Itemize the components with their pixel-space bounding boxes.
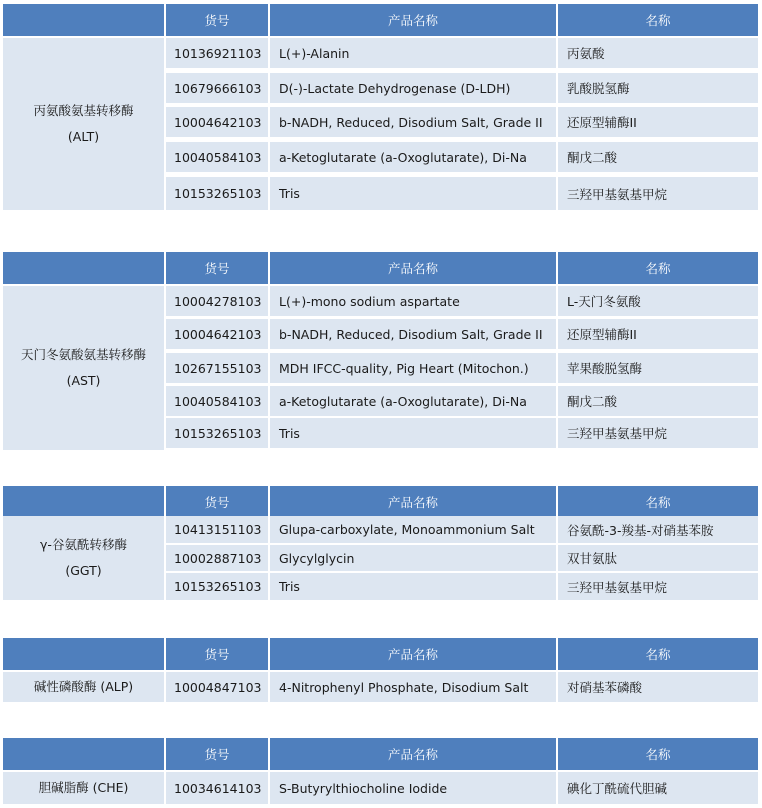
category-name: 胆碱脂酶 (CHE) xyxy=(38,780,129,795)
header-product: 产品名称 xyxy=(270,638,556,670)
header-name: 名称 xyxy=(558,252,758,284)
row-product: Tris xyxy=(270,177,556,210)
category-name: 丙氨酸氨基转移酶 xyxy=(33,103,134,118)
category-cell xyxy=(3,38,164,210)
header-code: 货号 xyxy=(166,638,268,670)
row-product: D(-)-Lactate Dehydrogenase (D-LDH) xyxy=(270,73,556,103)
row-name: 丙氨酸 xyxy=(558,38,758,68)
row-product: a-Ketoglutarate (a-Oxoglutarate), Di-Na xyxy=(270,142,556,172)
table-header xyxy=(3,638,758,670)
row-name: 酮戊二酸 xyxy=(558,386,758,416)
row-product: Glycylglycin xyxy=(270,545,556,571)
row-product: Glupa-carboxylate, Monoammonium Salt xyxy=(270,516,556,543)
row-name: 乳酸脱氢酶 xyxy=(558,73,758,103)
row-code: 10034614103 xyxy=(166,772,268,804)
category-cell xyxy=(3,672,164,702)
header-blank xyxy=(3,252,164,284)
row-product: a-Ketoglutarate (a-Oxoglutarate), Di-Na xyxy=(270,386,556,416)
row-name: 还原型辅酶II xyxy=(558,107,758,137)
category-name: 碱性磷酸酶 (ALP) xyxy=(33,679,134,694)
row-code: 10153265103 xyxy=(166,177,268,210)
header-product: 产品名称 xyxy=(270,4,556,36)
header-blank xyxy=(3,738,164,770)
row-product: MDH IFCC-quality, Pig Heart (Mitochon.) xyxy=(270,353,556,383)
category-name: γ-谷氨酰转移酶 xyxy=(40,537,127,552)
row-code: 10004642103 xyxy=(166,107,268,137)
row-code: 10267155103 xyxy=(166,353,268,383)
category-name: 天门冬氨酸氨基转移酶 xyxy=(20,347,146,362)
row-product: b-NADH, Reduced, Disodium Salt, Grade II xyxy=(270,319,556,349)
header-code: 货号 xyxy=(166,486,268,518)
row-name: 三羟甲基氨基甲烷 xyxy=(558,418,758,448)
row-product: L(+)-Alanin xyxy=(270,38,556,68)
category-cell xyxy=(3,772,164,804)
row-product: Tris xyxy=(270,418,556,448)
row-name: 三羟甲基氨基甲烷 xyxy=(558,177,758,210)
row-code: 10004847103 xyxy=(166,672,268,702)
row-name: 碘化丁酰硫代胆碱 xyxy=(558,772,758,804)
row-product: L(+)-mono sodium aspartate xyxy=(270,286,556,316)
header-product: 产品名称 xyxy=(270,252,556,284)
header-blank xyxy=(3,638,164,670)
row-name: L-天门冬氨酸 xyxy=(558,286,758,316)
table-header xyxy=(3,4,758,36)
row-product: b-NADH, Reduced, Disodium Salt, Grade II xyxy=(270,107,556,137)
category-abbr: (AST) xyxy=(66,373,101,388)
category-cell xyxy=(3,286,164,450)
header-code: 货号 xyxy=(166,4,268,36)
header-code: 货号 xyxy=(166,738,268,770)
table-header xyxy=(3,252,758,284)
row-code: 10040584103 xyxy=(166,386,268,416)
header-blank xyxy=(3,4,164,36)
row-name: 三羟甲基氨基甲烷 xyxy=(558,573,758,600)
row-name: 对硝基苯磷酸 xyxy=(558,672,758,702)
header-blank xyxy=(3,486,164,518)
row-code: 10679666103 xyxy=(166,73,268,103)
header-name: 名称 xyxy=(558,738,758,770)
row-code: 10004278103 xyxy=(166,286,268,316)
row-code: 10136921103 xyxy=(166,38,268,68)
header-name: 名称 xyxy=(558,4,758,36)
row-name: 还原型辅酶II xyxy=(558,319,758,349)
header-product: 产品名称 xyxy=(270,738,556,770)
table-header xyxy=(3,738,758,770)
row-code: 10153265103 xyxy=(166,418,268,448)
category-abbr: (GGT) xyxy=(65,563,102,578)
row-name: 酮戊二酸 xyxy=(558,142,758,172)
row-name: 谷氨酰-3-羧基-对硝基苯胺 xyxy=(558,516,758,543)
category-abbr: (ALT) xyxy=(67,129,100,144)
row-code: 10040584103 xyxy=(166,142,268,172)
row-name: 双甘氨肽 xyxy=(558,545,758,571)
row-code: 10413151103 xyxy=(166,516,268,543)
row-product: Tris xyxy=(270,573,556,600)
row-product: S-Butyrylthiocholine Iodide xyxy=(270,772,556,804)
row-code: 10004642103 xyxy=(166,319,268,349)
row-product: 4-Nitrophenyl Phosphate, Disodium Salt xyxy=(270,672,556,702)
table-header xyxy=(3,486,758,518)
row-code: 10002887103 xyxy=(166,545,268,571)
header-code: 货号 xyxy=(166,252,268,284)
header-product: 产品名称 xyxy=(270,486,556,518)
row-name: 苹果酸脱氢酶 xyxy=(558,353,758,383)
header-name: 名称 xyxy=(558,486,758,518)
row-code: 10153265103 xyxy=(166,573,268,600)
header-name: 名称 xyxy=(558,638,758,670)
category-cell xyxy=(3,516,164,600)
